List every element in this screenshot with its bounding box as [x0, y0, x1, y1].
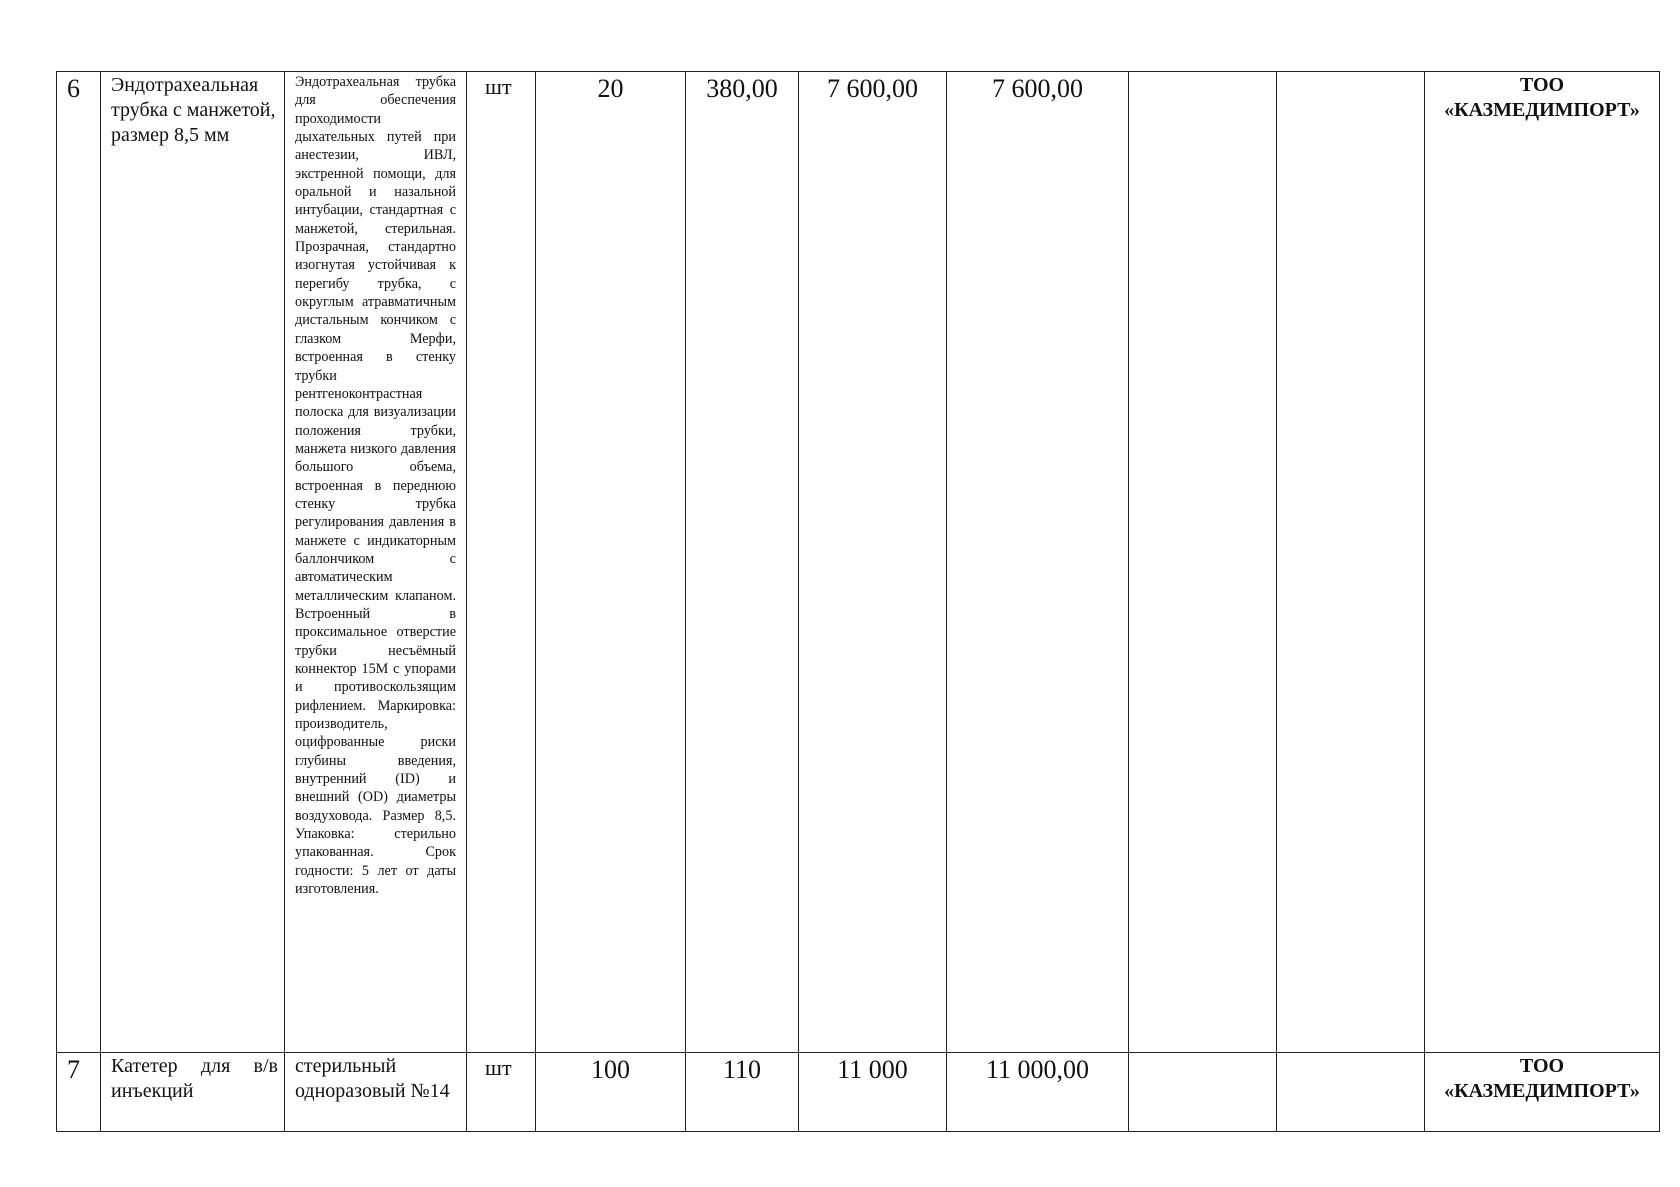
supplier-name: «КАЗМЕДИМПОРТ» [1444, 99, 1640, 121]
row-number: 7 [57, 1053, 101, 1132]
item-name: Эндотрахеальная трубка с манжетой, размер 8,5 мм [101, 72, 285, 1053]
unit-price: 380,00 [686, 72, 799, 1053]
empty-cell [1129, 72, 1277, 1053]
offer-sum: 7 600,00 [947, 72, 1129, 1053]
procurement-table [56, 71, 1660, 1132]
unit: шт [467, 72, 536, 1053]
quantity: 100 [536, 1053, 686, 1132]
row-number: 6 [57, 72, 101, 1053]
empty-cell [1277, 1053, 1425, 1132]
supplier-name: «КАЗМЕДИМПОРТ» [1444, 1080, 1640, 1102]
quantity: 20 [536, 72, 686, 1053]
supplier [1425, 1053, 1660, 1132]
item-specification: Эндотрахеальная трубка для обеспечения проходимости дыхательных путей при анестезии, ИВЛ, экстренной помощи, для оральной и назальной интубации, стандартная с манжетой, стерильная. Прозрачная, стандартно изогнутая устойчивая к перегибу трубка, с округлым атравматичным дистальным кончиком с глазком Мерфи, встроенная в стенку трубки рентгеноконтрастная полоска для визуализации положения трубки, манжета низкого давления большого объема, встроенная в переднюю стенку трубка регулирования давления в манжете с индикаторным баллончиком с автоматическим металлическим клапаном. Встроенный в проксимальное отверстие трубки несъёмный коннектор 15М с упорами и противоскользящим рифлением. Маркировка: производитель, оцифрованные риски глубины введения, внутренний (ID) и внешний (OD) диаметры воздуховода. Размер 8,5. Упаковка: стерильно упакованная. Срок годности: 5 лет от даты изготовления. [285, 72, 467, 1053]
item-specification: стерильный одноразовый №14 [285, 1053, 467, 1132]
supplier-type: ТОО [1519, 74, 1565, 96]
total-sum: 11 000 [799, 1053, 947, 1132]
offer-sum: 11 000,00 [947, 1053, 1129, 1132]
table-row [57, 1053, 1660, 1132]
unit: шт [467, 1053, 536, 1132]
supplier [1425, 72, 1660, 1053]
total-sum: 7 600,00 [799, 72, 947, 1053]
unit-price: 110 [686, 1053, 799, 1132]
empty-cell [1277, 72, 1425, 1053]
supplier-type: ТОО [1519, 1055, 1565, 1077]
empty-cell [1129, 1053, 1277, 1132]
table-row [57, 72, 1660, 1053]
item-name: Катетер для в/в инъекций [101, 1053, 285, 1132]
